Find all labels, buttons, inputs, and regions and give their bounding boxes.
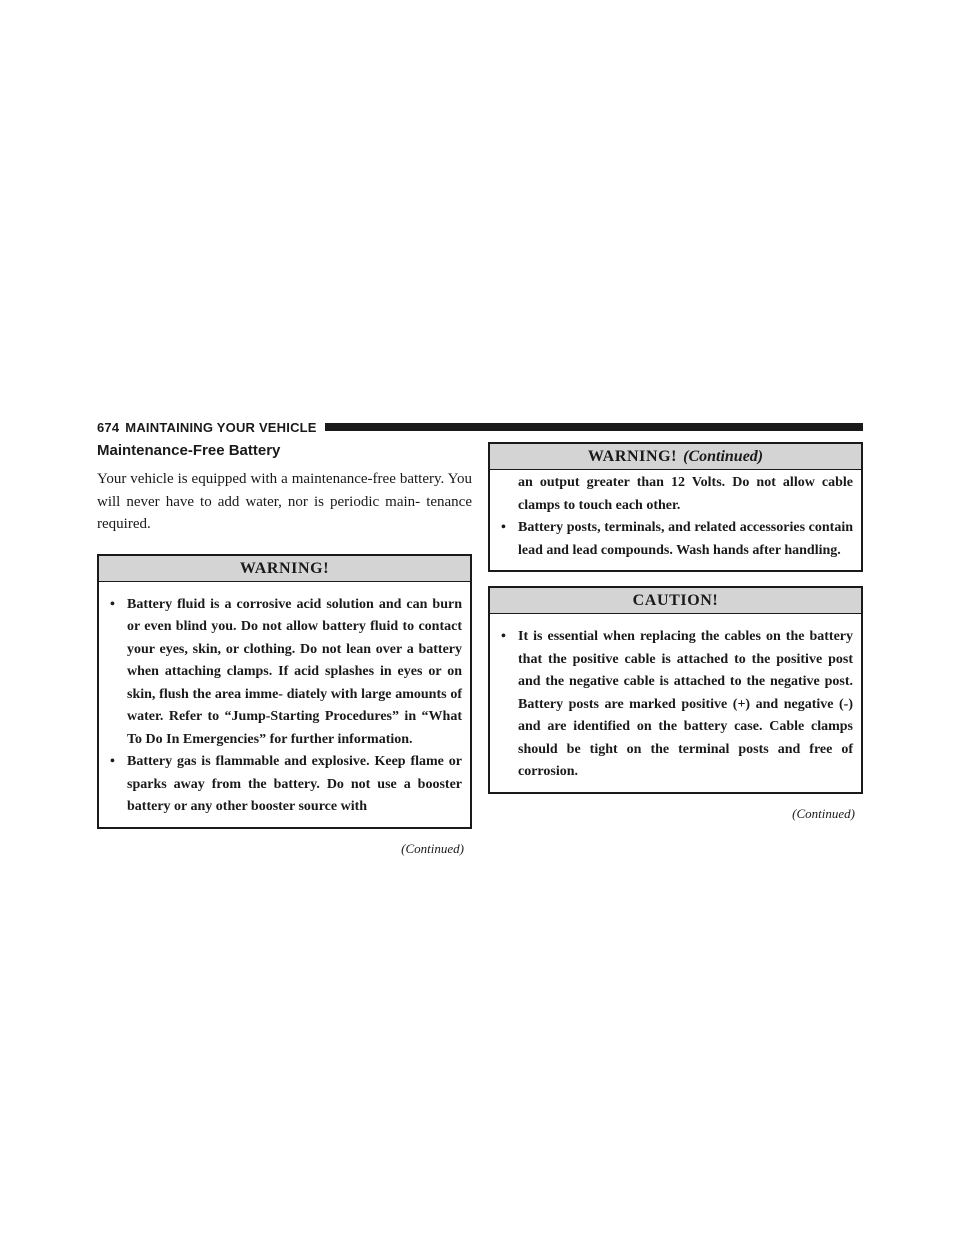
page-number: 674: [97, 419, 120, 435]
warning-continued-body: [490, 470, 861, 570]
bullet-icon: •: [501, 520, 506, 535]
caution-box: [488, 586, 863, 794]
bullet-text: Battery fluid is a corrosive acid solution and can burn or even blind you. Do not allow battery fluid to contact your eyes, skin, or clothing. Do not lean over a battery when attaching clamps. If acid splashes in eyes or on skin, flush the area imme- diately with large amounts of water. Refer to “Jump-Starting Procedures” in “What To Do In Emergencies” for further information.: [127, 596, 462, 747]
warning-continued-bullet-1: [498, 517, 853, 562]
warning-continued-label: WARNING!: [587, 448, 678, 465]
continued-note-left: (Continued): [401, 840, 464, 856]
warning-continued-bullets: [498, 517, 853, 562]
section-heading: Maintenance-Free Battery: [97, 442, 281, 459]
caution-bullets: [498, 626, 853, 784]
warning-body: [99, 582, 470, 827]
bullet-text: Battery posts, terminals, and related accessories contain lead and lead compounds. Wash hands after handling.: [518, 520, 853, 558]
warning-bullets: [107, 594, 462, 819]
warning-box: [97, 554, 472, 829]
intro-paragraph: Your vehicle is equipped with a maintenance-free battery. You will never have to add water, nor is periodic main- tenance required.: [97, 471, 472, 532]
bullet-icon: •: [110, 596, 115, 612]
warning-continued-title: [490, 444, 861, 470]
page-header: [97, 417, 863, 437]
continued-note-right: (Continued): [792, 805, 855, 821]
bullet-icon: •: [501, 629, 506, 644]
warning-title: WARNING!: [99, 556, 470, 582]
warning-continuation-text: an output greater than 12 Volts. Do not allow cable clamps to touch each other.: [518, 475, 853, 513]
warning-bullet-1: [107, 594, 462, 752]
caution-body: [490, 614, 861, 792]
right-column: [488, 442, 863, 822]
caution-bullet-1: [498, 626, 853, 784]
left-column: [97, 442, 472, 857]
warning-continued-box: [488, 442, 863, 572]
section-name: MAINTAINING YOUR VEHICLE: [125, 419, 317, 435]
caution-title: CAUTION!: [490, 588, 861, 614]
bullet-icon: •: [110, 754, 115, 769]
bullet-text: It is essential when replacing the cables on the battery that the positive cable is attached to the positive post and the negative cable is attached to the negative post. Battery posts are marked positive (+) and negative (-) and are identified on the battery case. Cable clamps should be tight on the terminal posts and free of corrosion.: [518, 629, 853, 779]
warning-continued-suffix: (Continued): [683, 448, 764, 465]
header-rule: [325, 423, 863, 431]
warning-bullet-2: [107, 751, 462, 819]
bullet-text: Battery gas is flammable and explosive. Keep flame or sparks away from the battery. Do not use a booster battery or any other booster source with: [127, 754, 462, 814]
